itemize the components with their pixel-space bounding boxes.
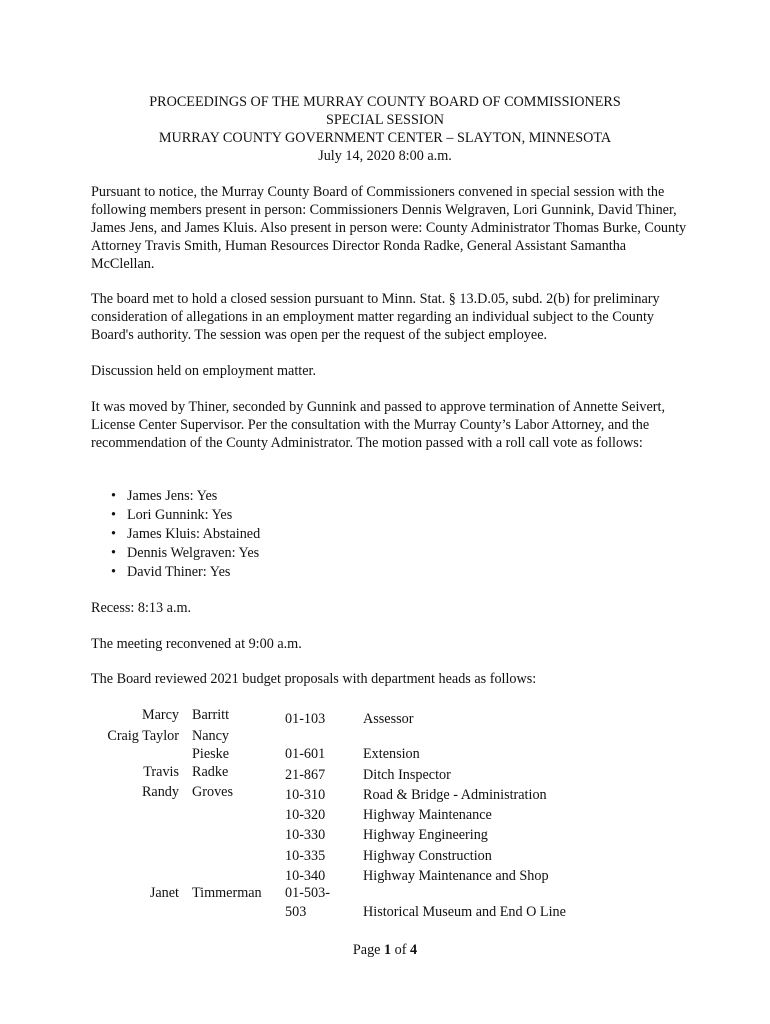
account-code-cell: 10-320 <box>285 807 326 823</box>
account-code-cell: 10-340 <box>285 868 326 884</box>
first-name-cell: Randy <box>141 784 179 800</box>
heading-date: July 14, 2020 8:00 a.m. <box>318 148 452 164</box>
list-item <box>91 506 260 525</box>
department-cell: Assessor <box>363 711 414 727</box>
last-name-cell: Radke <box>192 764 229 780</box>
last-name-cell: Barritt <box>192 707 230 723</box>
last-name-cell: Groves <box>192 784 233 800</box>
vote-text: Lori Gunnink: Yes <box>127 507 233 523</box>
discussion-paragraph: Discussion held on employment matter. <box>91 363 316 379</box>
list-item <box>91 563 260 582</box>
department-cell: Extension <box>363 746 420 762</box>
account-code-cell: 503 <box>285 904 307 920</box>
heading-session: SPECIAL SESSION <box>325 112 445 128</box>
list-item <box>91 525 260 544</box>
department-cell: Highway Maintenance <box>363 807 492 823</box>
department-cell: Road & Bridge - Administration <box>363 787 547 803</box>
current-page-number: 1 <box>384 942 392 958</box>
total-page-count: 4 <box>410 942 418 958</box>
heading-location: MURRAY COUNTY GOVERNMENT CENTER – SLAYTON, MINNESOTA <box>158 130 612 146</box>
budget-intro-paragraph: The Board reviewed 2021 budget proposals with department heads as follows: <box>91 671 537 687</box>
page-word: Page <box>352 942 381 958</box>
account-code-cell: 10-330 <box>285 827 326 843</box>
document-heading <box>0 93 770 165</box>
department-cell: Highway Construction <box>363 848 492 864</box>
vote-text: Dennis Welgraven: Yes <box>127 545 260 561</box>
roll-call-vote-list <box>91 487 260 582</box>
vote-text: David Thiner: Yes <box>127 564 231 580</box>
last-name-cell: Timmerman <box>192 885 262 901</box>
account-code-cell: 01-601 <box>285 746 326 762</box>
attendance-paragraph: Pursuant to notice, the Murray County Board of Commissioners convened in special session with the following members present in person: Commissioners Dennis Welgraven, Lori Gunnink, David Thiner, James Jens, and James Kluis. Also present in person were: County Administrator Thomas Burke, County Attorney Travis Smith, Human Resources Director Ronda Radke, General Assistant Samantha McClellan. <box>91 184 687 272</box>
department-cell: Historical Museum and End O Line <box>363 904 566 920</box>
first-name-cell: Craig Taylor <box>107 728 179 744</box>
account-code-cell: 01-103 <box>285 711 326 727</box>
last-name-cell: Pieske <box>192 746 230 762</box>
department-cell: Ditch Inspector <box>363 767 451 783</box>
vote-text: James Jens: Yes <box>127 488 218 504</box>
department-cell: Highway Engineering <box>363 827 488 843</box>
last-name-cell: Nancy <box>192 728 230 744</box>
account-code-cell: 10-310 <box>285 787 326 803</box>
list-item <box>91 487 260 506</box>
list-item <box>91 544 260 563</box>
first-name-cell: Marcy <box>141 707 179 723</box>
motion-paragraph: It was moved by Thiner, seconded by Gunnink and passed to approve termination of Annette Seivert, License Center Supervisor. Per the consultation with the Murray County’s Labor Attorney, and the recommendation of the County Administrator. The motion passed with a roll call vote as follows: <box>91 399 666 451</box>
of-word: of <box>394 942 407 958</box>
recess-paragraph: Recess: 8:13 a.m. <box>91 600 192 616</box>
account-code-cell: 10-335 <box>285 848 326 864</box>
heading-title: PROCEEDINGS OF THE MURRAY COUNTY BOARD OF COMMISSIONERS <box>149 94 621 110</box>
vote-text: James Kluis: Abstained <box>127 526 261 542</box>
reconvened-paragraph: The meeting reconvened at 9:00 a.m. <box>91 636 302 652</box>
account-code-cell: 01-503- <box>285 885 330 901</box>
page-number-footer <box>0 942 770 959</box>
first-name-cell: Travis <box>143 764 179 780</box>
closed-session-paragraph: The board met to hold a closed session pursuant to Minn. Stat. § 13.D.05, subd. 2(b) for preliminary consideration of allegations in an employment matter regarding an individual subject to the County Board's authority. The session was open per the request of the subject employee. <box>91 291 660 343</box>
first-name-cell: Janet <box>149 885 179 901</box>
department-cell: Highway Maintenance and Shop <box>363 868 549 884</box>
account-code-cell: 21-867 <box>285 767 326 783</box>
